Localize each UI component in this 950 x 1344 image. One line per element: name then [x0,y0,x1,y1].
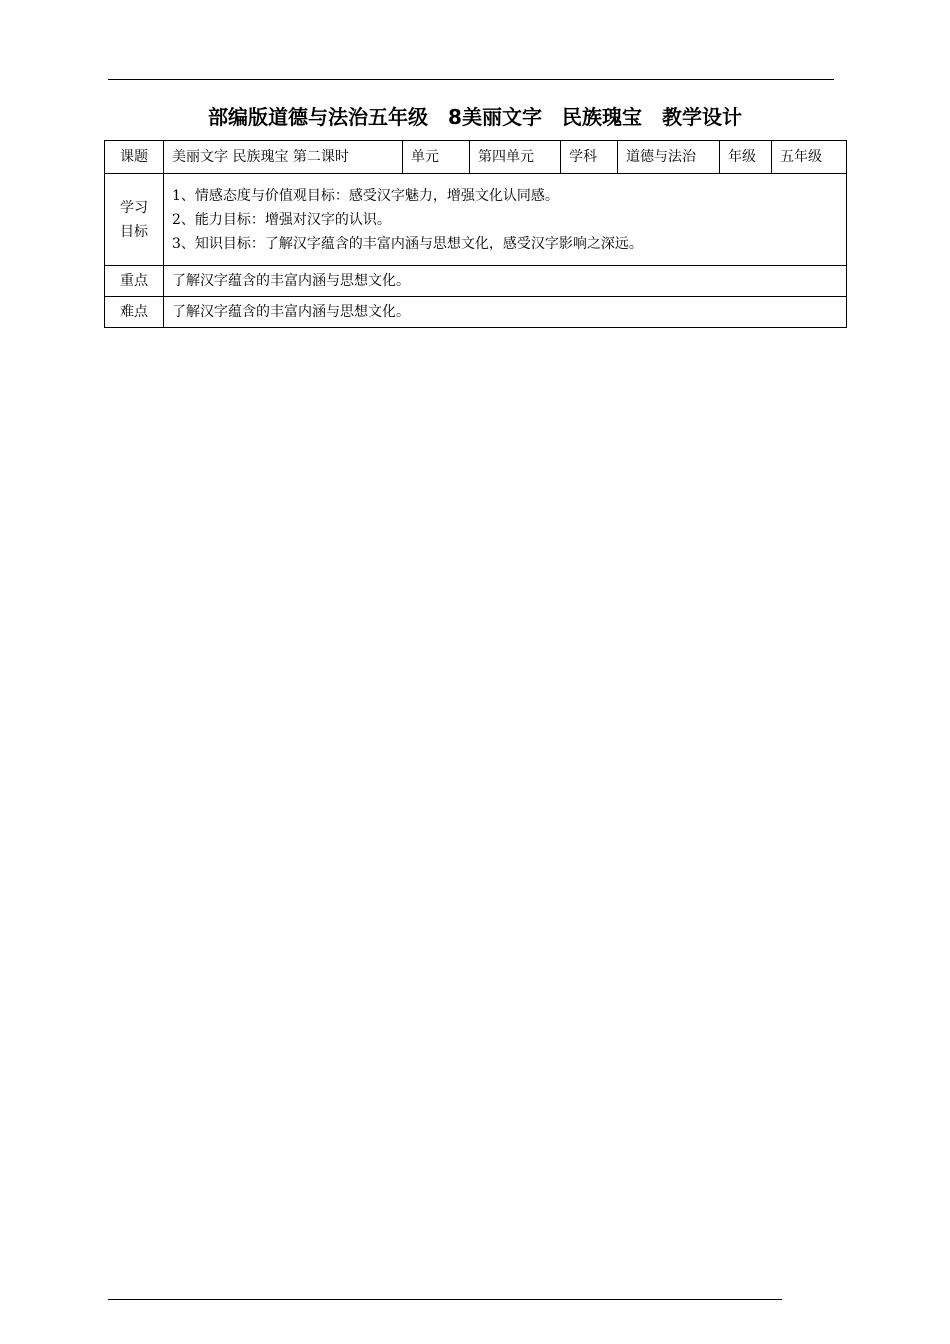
table-row-difficulty [105,297,847,328]
goals-label [105,174,164,266]
lesson-plan-table [104,140,847,328]
subject-label: 学科 [561,141,618,174]
document-title: 部编版道德与法治五年级 8美丽文字 民族瑰宝 教学设计 [208,105,742,129]
table-row-header [105,141,847,174]
goal-item: 1、情感态度与价值观目标：感受汉字魅力，增强文化认同感。 [172,187,559,204]
focus-label: 重点 [105,266,164,297]
table-row-focus [105,266,847,297]
unit-value: 第四单元 [470,141,561,174]
goals-content [164,174,847,266]
goals-label-line1: 学习 [120,199,148,216]
goal-item: 3、知识目标：了解汉字蕴含的丰富内涵与思想文化，感受汉字影响之深远。 [172,235,643,252]
focus-value: 了解汉字蕴含的丰富内涵与思想文化。 [164,266,847,297]
unit-label: 单元 [403,141,470,174]
subject-value: 道德与法治 [618,141,720,174]
difficulty-label: 难点 [105,297,164,328]
topic-label: 课题 [105,141,164,174]
footer-rule [108,1299,782,1300]
grade-value: 五年级 [772,141,847,174]
topic-value: 美丽文字 民族瑰宝 第二课时 [164,141,403,174]
table-row-goals [105,174,847,266]
difficulty-value: 了解汉字蕴含的丰富内涵与思想文化。 [164,297,847,328]
grade-label: 年级 [720,141,772,174]
goals-label-line2: 目标 [120,223,148,240]
header-rule [108,79,834,80]
goal-item: 2、能力目标：增强对汉字的认识。 [172,211,391,228]
